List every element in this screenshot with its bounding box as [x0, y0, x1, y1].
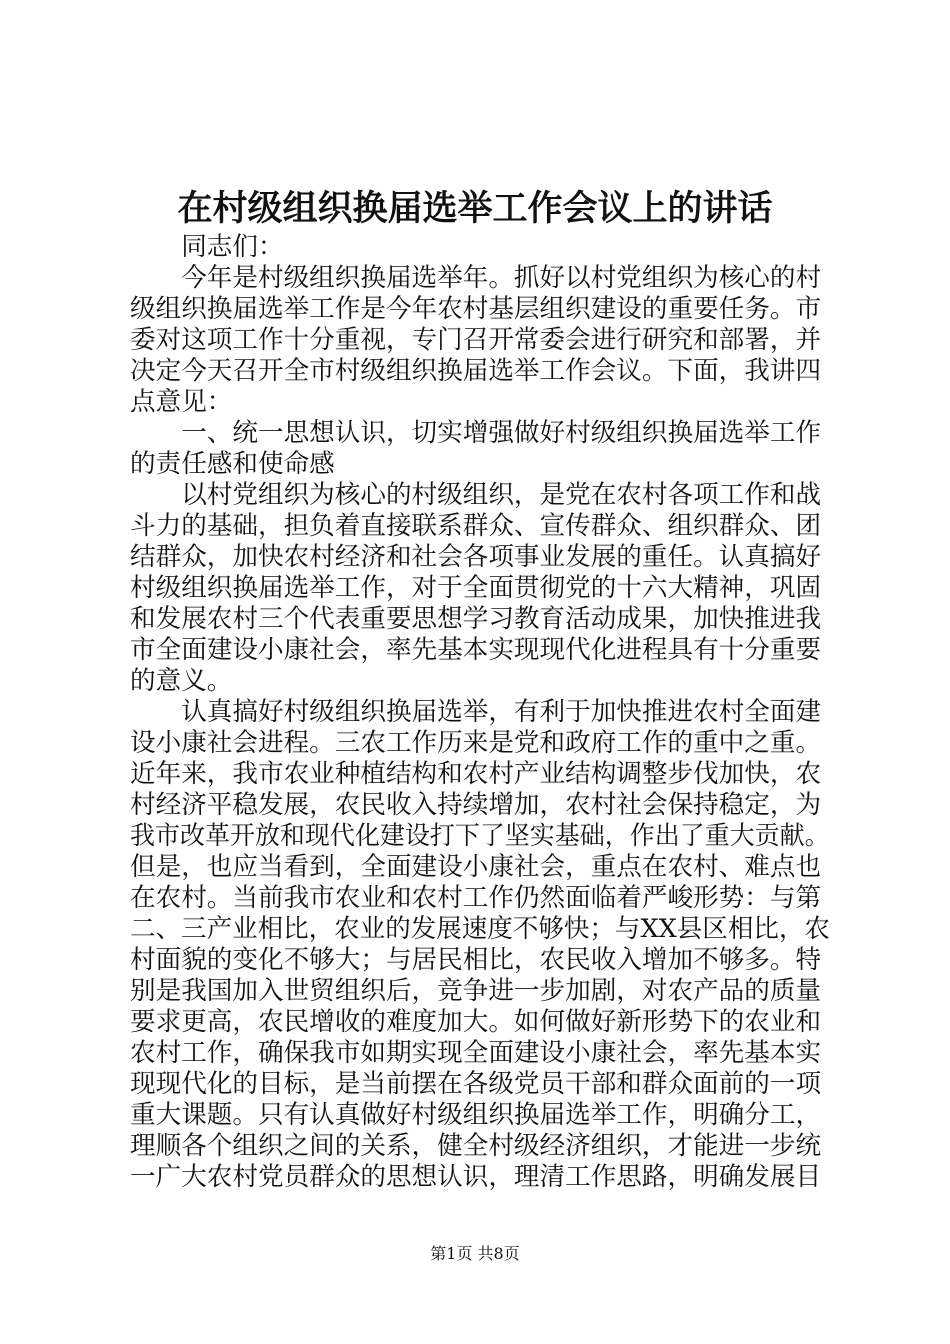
page-number-footer: 第1页 共8页 [430, 1244, 520, 1263]
text-line: 农村工作，确保我市如期实现全面建设小康社会，率先基本实 [130, 1038, 822, 1068]
text-line: 我市改革开放和现代化建设打下了坚实基础，作出了重大贡献。 [130, 821, 830, 851]
text-line: 和发展农村三个代表重要思想学习教育活动成果，加快推进我 [130, 604, 822, 634]
text-line: 村面貌的变化不够大；与居民相比，农民收入增加不够多。特 [130, 945, 822, 975]
text-line: 重大课题。只有认真做好村级组织换届选举工作，明确分工， [130, 1100, 822, 1130]
text-line: 决定今天召开全市村级组织换届选举工作会议。下面，我讲四 [130, 356, 822, 386]
text-line: 别是我国加入世贸组织后，竞争进一步加剧，对农产品的质量 [130, 976, 822, 1006]
text-line: 村级组织换届选举工作，对于全面贯彻党的十六大精神，巩固 [130, 573, 822, 603]
text-line: 同志们： [130, 232, 284, 262]
text-line: 现现代化的目标，是当前摆在各级党员干部和群众面前的一项 [130, 1069, 822, 1099]
text-line: 村经济平稳发展，农民收入持续增加，农村社会保持稳定，为 [130, 790, 822, 820]
text-line: 一、统一思想认识，切实增强做好村级组织换届选举工作 [130, 418, 822, 448]
text-line: 斗力的基础，担负着直接联系群众、宣传群众、组织群众、团 [130, 511, 822, 541]
document-body [130, 232, 830, 1193]
text-line: 二、三产业相比，农业的发展速度不够快；与XX县区相比，农 [130, 914, 830, 944]
text-line: 的责任感和使命感 [130, 449, 335, 479]
document-title: 在村级组织换届选举工作会议上的讲话 [177, 188, 773, 229]
text-line: 今年是村级组织换届选举年。抓好以村党组织为核心的村 [130, 263, 822, 293]
text-line: 以村党组织为核心的村级组织，是党在农村各项工作和战 [130, 480, 822, 510]
text-line: 市全面建设小康社会，率先基本实现现代化进程具有十分重要 [130, 635, 822, 665]
text-line: 设小康社会进程。三农工作历来是党和政府工作的重中之重。 [130, 728, 822, 758]
text-line: 结群众，加快农村经济和社会各项事业发展的重任。认真搞好 [130, 542, 822, 572]
text-line: 理顺各个组织之间的关系，健全村级经济组织，才能进一步统 [130, 1131, 822, 1161]
text-line: 要求更高，农民增收的难度加大。如何做好新形势下的农业和 [130, 1007, 822, 1037]
text-line: 认真搞好村级组织换届选举，有利于加快推进农村全面建 [130, 697, 822, 727]
text-line: 在农村。当前我市农业和农村工作仍然面临着严峻形势：与第 [130, 883, 822, 913]
text-line: 级组织换届选举工作是今年农村基层组织建设的重要任务。市 [130, 294, 822, 324]
text-line: 的意义。 [130, 666, 233, 696]
text-line: 近年来，我市农业种植结构和农村产业结构调整步伐加快，农 [130, 759, 822, 789]
text-line: 点意见： [130, 387, 233, 417]
text-line: 一广大农村党员群众的思想认识，理清工作思路，明确发展目 [130, 1162, 822, 1192]
text-line: 但是，也应当看到，全面建设小康社会，重点在农村、难点也 [130, 852, 822, 882]
text-line: 委对这项工作十分重视，专门召开常委会进行研究和部署，并 [130, 325, 822, 355]
